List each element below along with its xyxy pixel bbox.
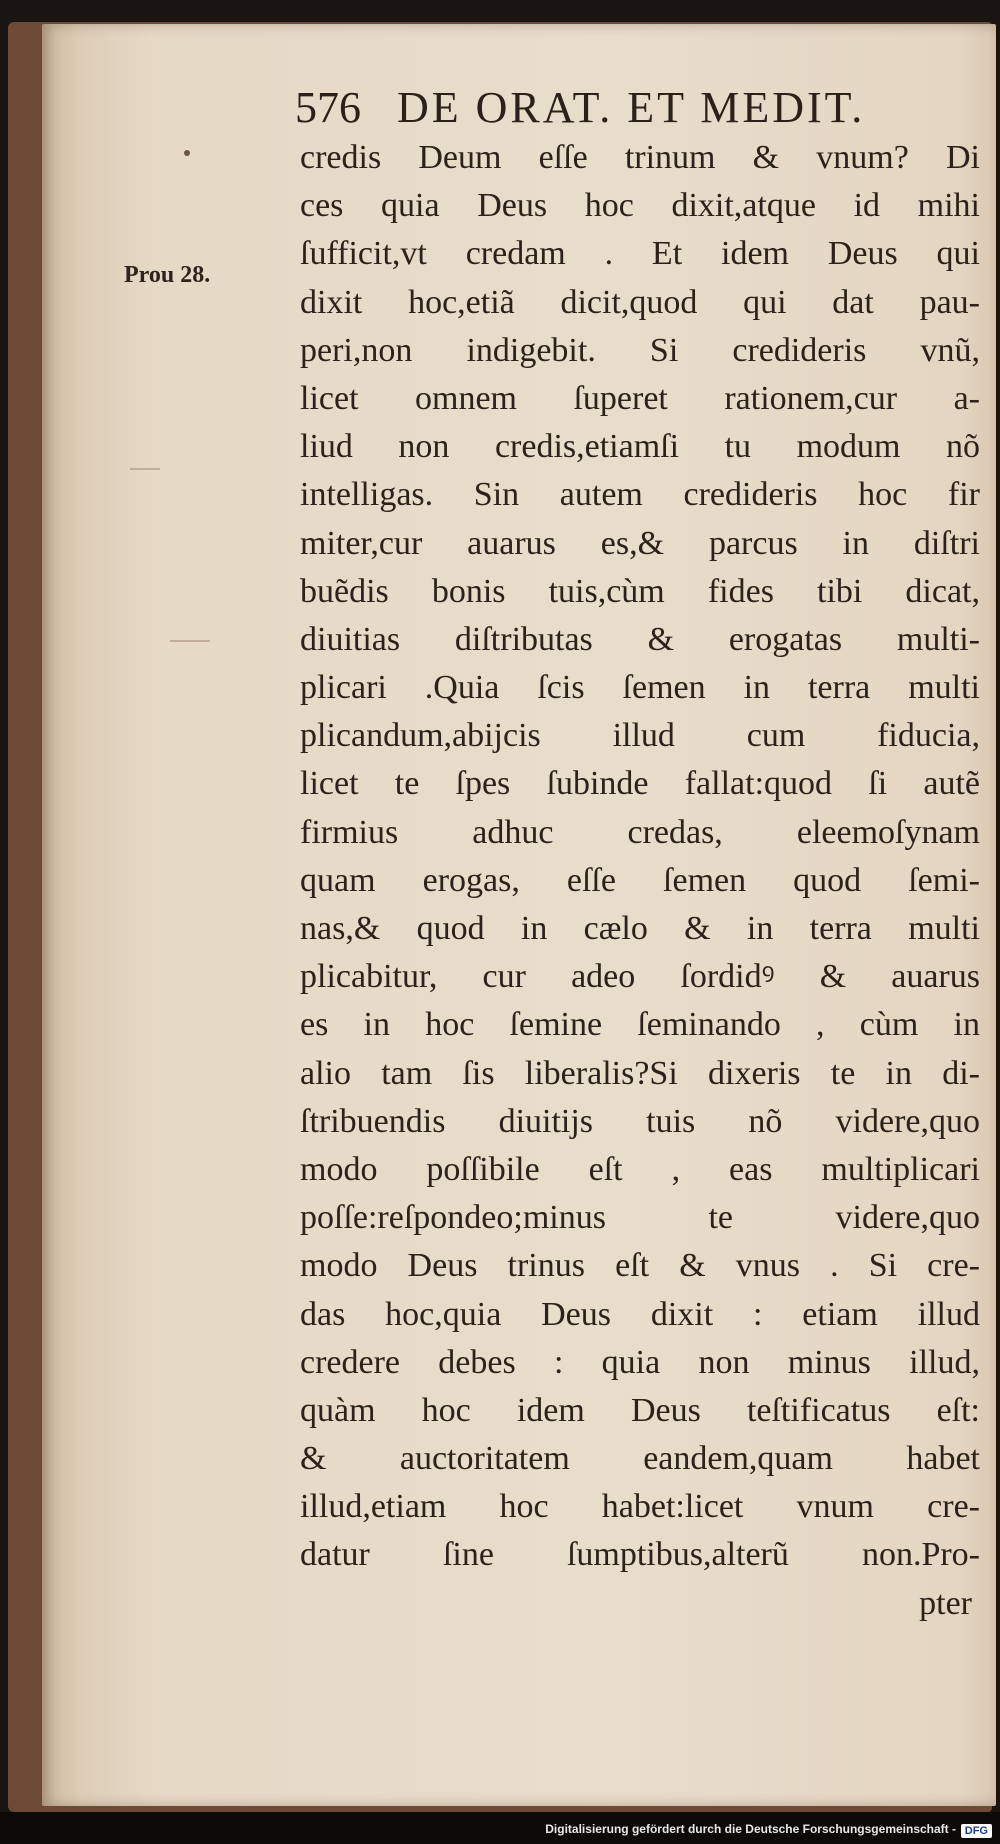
text-line: dixit hoc,etiã dicit,quod qui dat pau- (300, 283, 980, 321)
text-line: poſſe:reſpondeo;minus te videre,quo (300, 1199, 980, 1237)
text-line: buẽdis bonis tuis,cùm fides tibi dicat, (300, 572, 980, 610)
text-line: quam erogas, eſſe ſemen quod ſemi- (300, 861, 980, 899)
margin-mark (170, 640, 210, 642)
text-line: das hoc,quia Deus dixit : etiam illud (300, 1295, 980, 1333)
running-title: DE ORAT. ET MEDIT. (397, 83, 866, 132)
text-line: plicandum,abijcis illud cum fiducia, (300, 717, 980, 755)
page-header (295, 82, 865, 133)
text-line: plicabitur, cur adeo ſordidꝰ & auarus (300, 958, 980, 996)
text-line: credis Deum eſſe trinum & vnum? Di (300, 139, 980, 176)
text-line: datur ſine ſumptibus,alterũ non.Pro- (300, 1536, 980, 1574)
margin-mark (130, 468, 160, 470)
footer-bar (0, 1812, 1000, 1844)
text-line: liud non credis,etiamſi tu modum nõ (300, 428, 980, 466)
dfg-logo: DFG (961, 1824, 992, 1838)
text-line: licet omnem ſuperet rationem,cur a- (300, 379, 980, 417)
text-line: intelligas. Sin autem credideris hoc fir (300, 476, 980, 514)
text-line: nas,& quod in cælo & in terra multi (300, 910, 980, 947)
text-line: quàm hoc idem Deus teſtificatus eſt: (300, 1391, 980, 1429)
text-line: peri,non indigebit. Si credideris vnũ, (300, 331, 980, 369)
text-line: miter,cur auarus es,& parcus in diſtri (300, 524, 980, 562)
text-line: ces quia Deus hoc dixit,atque id mihi (300, 187, 980, 225)
text-line: ſufficit,vt credam . Et idem Deus qui (300, 235, 980, 273)
text-line: modo Deus trinus eſt & vnus . Si cre- (300, 1247, 980, 1285)
text-line: licet te ſpes ſubinde fallat:quod ſi autẽ (300, 765, 980, 803)
page-number: 576 (295, 83, 361, 132)
text-line: plicari .Quia ſcis ſemen in terra multi (300, 669, 980, 707)
text-line: modo poſſibile eſt , eas multiplicari (300, 1150, 980, 1188)
text-line: diuitias diſtributas & erogatas multi- (300, 620, 980, 658)
text-line: firmius adhuc credas, eleemoſynam (300, 813, 980, 851)
text-line: & auctoritatem eandem,quam habet (300, 1440, 980, 1478)
text-line: pter (919, 1584, 972, 1622)
text-line: illud,etiam hoc habet:licet vnum cre- (300, 1488, 980, 1526)
ink-dot (184, 150, 190, 156)
digitization-credit: Digitalisierung gefördert durch die Deutsche Forschungsgemeinschaft - (545, 1822, 956, 1836)
text-line: es in hoc ſemine ſeminando , cùm in (300, 1006, 980, 1044)
text-line: alio tam ſis liberalis?Si dixeris te in di- (300, 1054, 980, 1092)
body-text (300, 134, 980, 1628)
text-line: ſtribuendis diuitijs tuis nõ videre,quo (300, 1102, 980, 1140)
text-line: credere debes : quia non minus illud, (300, 1343, 980, 1381)
margin-reference: Prou 28. (124, 262, 211, 288)
